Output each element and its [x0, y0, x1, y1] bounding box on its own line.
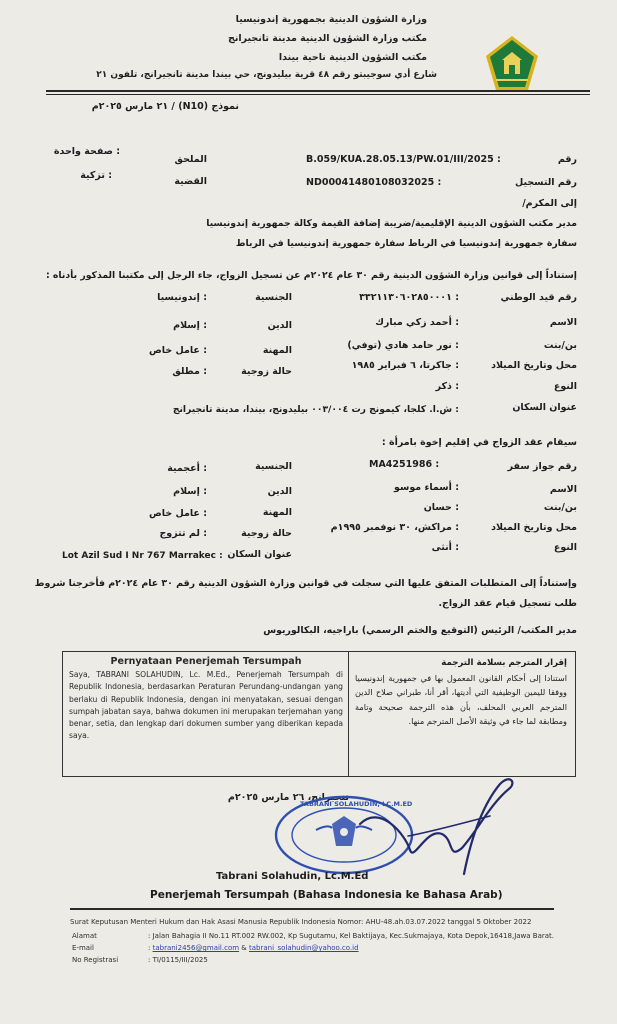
footer-email-link-1[interactable]: tabrani2456@gmail.com	[152, 944, 240, 952]
groom-id-label: رقم قيد الوطني	[500, 292, 577, 303]
footer-address-value: : Jalan Bahagia II No.11 RT.002 RW.002, Kp Sugutamu, Kel Baktijaya, Kec.Sukmajaya, Kota Depok,16418,Jawa Barat.	[148, 932, 555, 940]
footer-sk: Surat Keputusan Menteri Hukum dan Hak Asasi Manusia Republik Indonesia Nomor: AHU-48.ah.03.07.2022 tanggal 5 Oktober 2022	[70, 918, 532, 926]
attachment-value: : صفحة واحدة	[53, 146, 120, 157]
bride-sex-label: النوع	[553, 542, 577, 553]
box-divider	[348, 652, 349, 776]
translator-statement-id-title: Pernyataan Penerjemah Tersumpah	[110, 656, 302, 667]
groom-status-label: حالة زوجية	[241, 366, 292, 377]
footer-registration-value: : TI/0115/III/2025	[148, 956, 208, 964]
bride-nationality-label: الجنسية	[255, 461, 292, 472]
header-line-2: مكتب وزارة الشؤون الدينية مدينة تانجيرانج	[227, 33, 427, 44]
bride-job-value: : عامل خاص	[148, 508, 207, 519]
recipient-line-1: مدير مكتب الشؤون الدينية الإقليمية/ضريبة إضافة القيمة وكالة جمهورية إندونيسيا	[206, 218, 577, 229]
groom-nationality-value: : إندونيسيا	[157, 292, 207, 303]
bride-address-value: Lot Azil Sud I Nr 767 Marrakec :	[62, 551, 223, 561]
bride-job-label: المهنة	[262, 507, 292, 518]
subject-label: القضية	[174, 176, 207, 187]
bride-name-value: : أسماء موسو	[394, 482, 459, 493]
groom-address-label: عنوان السكان	[512, 402, 577, 413]
translator-statement-id	[69, 656, 343, 742]
subject-value: : تزكية	[80, 170, 112, 181]
bride-name-label: الاسم	[549, 484, 577, 495]
bride-birth-label: محل وتاريخ الميلاد	[491, 522, 577, 533]
recipient-line-2: سفارة جمهورية إندونيسيا في الرباط سفارة جمهورية إندونيسيا في الرباط	[235, 238, 577, 249]
footer-address-label: Alamat	[72, 932, 97, 940]
number-value: B.059/KUA.28.05.13/PW.01/III/2025 :	[306, 154, 501, 165]
bride-status-label: حالة زوجية	[241, 528, 292, 539]
groom-birth-value: : جاكرتا، ٦ فبراير ١٩٨٥	[351, 360, 459, 371]
groom-birth-label: محل وتاريخ الميلاد	[491, 360, 577, 371]
attachment-label: الملحق	[174, 154, 207, 165]
groom-religion-value: : إسلام	[173, 320, 207, 331]
bride-nationality-value: : أعجمية	[167, 463, 207, 474]
footer-email-label: E-mail	[72, 944, 94, 952]
translation-date: تنجيرانج، ٢٦ مارس ٢٠٢٥م	[227, 792, 349, 803]
footer-email-ampersand: &	[241, 944, 247, 952]
recipient-to: إلى المكرم/	[522, 198, 577, 209]
ministry-logo-icon	[482, 34, 542, 94]
header-divider	[46, 90, 590, 92]
groom-father-value: : نور حامد هادي (توفي)	[347, 340, 459, 351]
closing-line-1: وإستناداً إلى المتطلبات المتفق عليها التي سجلت في قوانين وزارة الشؤون الدينية رقم ٣٠ عام ٢٠٢٤م فأخرجنا شروط	[34, 578, 577, 589]
groom-name-label: الاسم	[549, 317, 577, 328]
stamp-text: TABRANI SOLAHUDIN, LC.M.ED	[300, 800, 413, 808]
header-line-3: مكتب الشؤون الدينية ناحية بيندا	[278, 52, 427, 63]
bride-religion-label: الدين	[267, 486, 292, 497]
bride-address-label: عنوان السكان	[227, 549, 292, 560]
footer-divider	[70, 908, 554, 910]
bride-sex-value: : أنثى	[431, 542, 459, 553]
groom-sex-label: النوع	[553, 381, 577, 392]
footer-email-row	[148, 944, 359, 952]
bride-status-value: : لم تتزوج	[159, 528, 207, 539]
bride-father-value: : حسان	[423, 502, 459, 513]
translator-role: Penerjemah Tersumpah (Bahasa Indonesia ke Bahasa Arab)	[150, 889, 503, 901]
translator-statement-id-body: Saya, TABRANI SOLAHUDIN, Lc. M.Ed., Penerjemah Tersumpah di Republik Indonesia, berdasarkan Peraturan Perundang-undangan yang berlaku di Republik Indonesia, dengan ini menyatakan, sesuai dengan sumpah jabatan saya, bahwa dokumen ini merupakan terjemahan yang benar, setia, dan lengkap dari dokumen sumber yang diberikan kepada saya.	[69, 670, 343, 741]
registration-value: ND00041480108032025 :	[306, 177, 442, 188]
groom-father-label: بن/بنت	[543, 340, 577, 351]
translator-name: Tabrani Solahudin, Lc.M.Ed	[216, 871, 369, 882]
groom-status-value: : مطلق	[172, 366, 207, 377]
header-divider-thin	[46, 94, 590, 95]
bride-intro: سيقام عقد الزواج في إقليم إخوة بامرأة :	[381, 437, 577, 448]
intro-paragraph: إستناداً إلى قوانين وزارة الشؤون الدينية رقم ٣٠ عام ٢٠٢٤م عن تسجيل الزواج، جاء الرجل إلى مكتبنا المذكور بأدناه :	[45, 270, 577, 281]
bride-passport-value: MA4251986 :	[369, 459, 440, 470]
groom-id-value: : ٣٣٢١١٣٠٦٠٢٨٥٠٠٠١	[359, 292, 459, 303]
bride-birth-value: : مراكش، ٣٠ نوفمبر ١٩٩٥م	[330, 522, 459, 533]
footer-registration-label: No Registrasi	[72, 956, 119, 964]
closing-line-2: طلب تسجيل قيام عقد الزواج.	[438, 598, 577, 609]
translator-statement-ar-body: استنادا إلى أحكام القانون المعمول بها في جمهورية إندونيسيا ووفقا لليمين الوظيفية التي أديتها، أقر أنا، طبراني صلاح الدين المترجم العربي المحلف، بأن هذه الترجمة صحيحة وتامة ومطابقة لما جاء في وثيقة الأصل المترجم منها.	[355, 672, 567, 727]
bride-religion-value: : إسلام	[173, 486, 207, 497]
translator-statement-ar	[355, 656, 567, 729]
signature-line: مدير المكتب/ الرئيس (التوقيع والختم الرسمي) باراجيه، البكالوريوس	[263, 625, 577, 636]
groom-address-value: : ش.ا. كلجا، كيمونج رت ٠٠٣/٠٠٤ بيليدونج، بيندا، مدينة تانجيرانج	[172, 404, 459, 415]
bride-father-label: بن/بنت	[543, 502, 577, 513]
translator-statement-box	[62, 651, 576, 777]
translator-statement-ar-title: إقرار المترجم بسلامة الترجمة	[441, 658, 567, 668]
groom-nationality-label: الجنسية	[255, 292, 292, 303]
footer-email-link-2[interactable]: tabrani_solahudin@yahoo.co.id	[249, 944, 359, 952]
groom-name-value: : أحمد زكي مبارك	[375, 317, 459, 328]
handwritten-signature-icon	[350, 764, 520, 880]
form-number: نموذج (N10) / ٢١ مارس ٢٠٢٥م	[91, 101, 239, 112]
number-label: رقم	[557, 154, 577, 165]
footer-email-separator: :	[148, 944, 151, 952]
header-address: شارع أدي سوجيبتو رقم ٤٨ قرية بيليدونج، حي بيندا مدينة تانجيرانج، تلفون ٢١	[96, 70, 437, 80]
groom-sex-value: : ذكر	[435, 381, 459, 392]
bride-passport-label: رقم جواز سفر	[507, 461, 577, 472]
groom-job-label: المهنة	[262, 345, 292, 356]
groom-job-value: : عامل خاص	[148, 345, 207, 356]
registration-label: رقم التسجيل	[514, 177, 577, 188]
header-line-1: وزارة الشؤون الدينية بجمهورية إندونيسيا	[235, 14, 427, 25]
groom-religion-label: الدين	[267, 320, 292, 331]
